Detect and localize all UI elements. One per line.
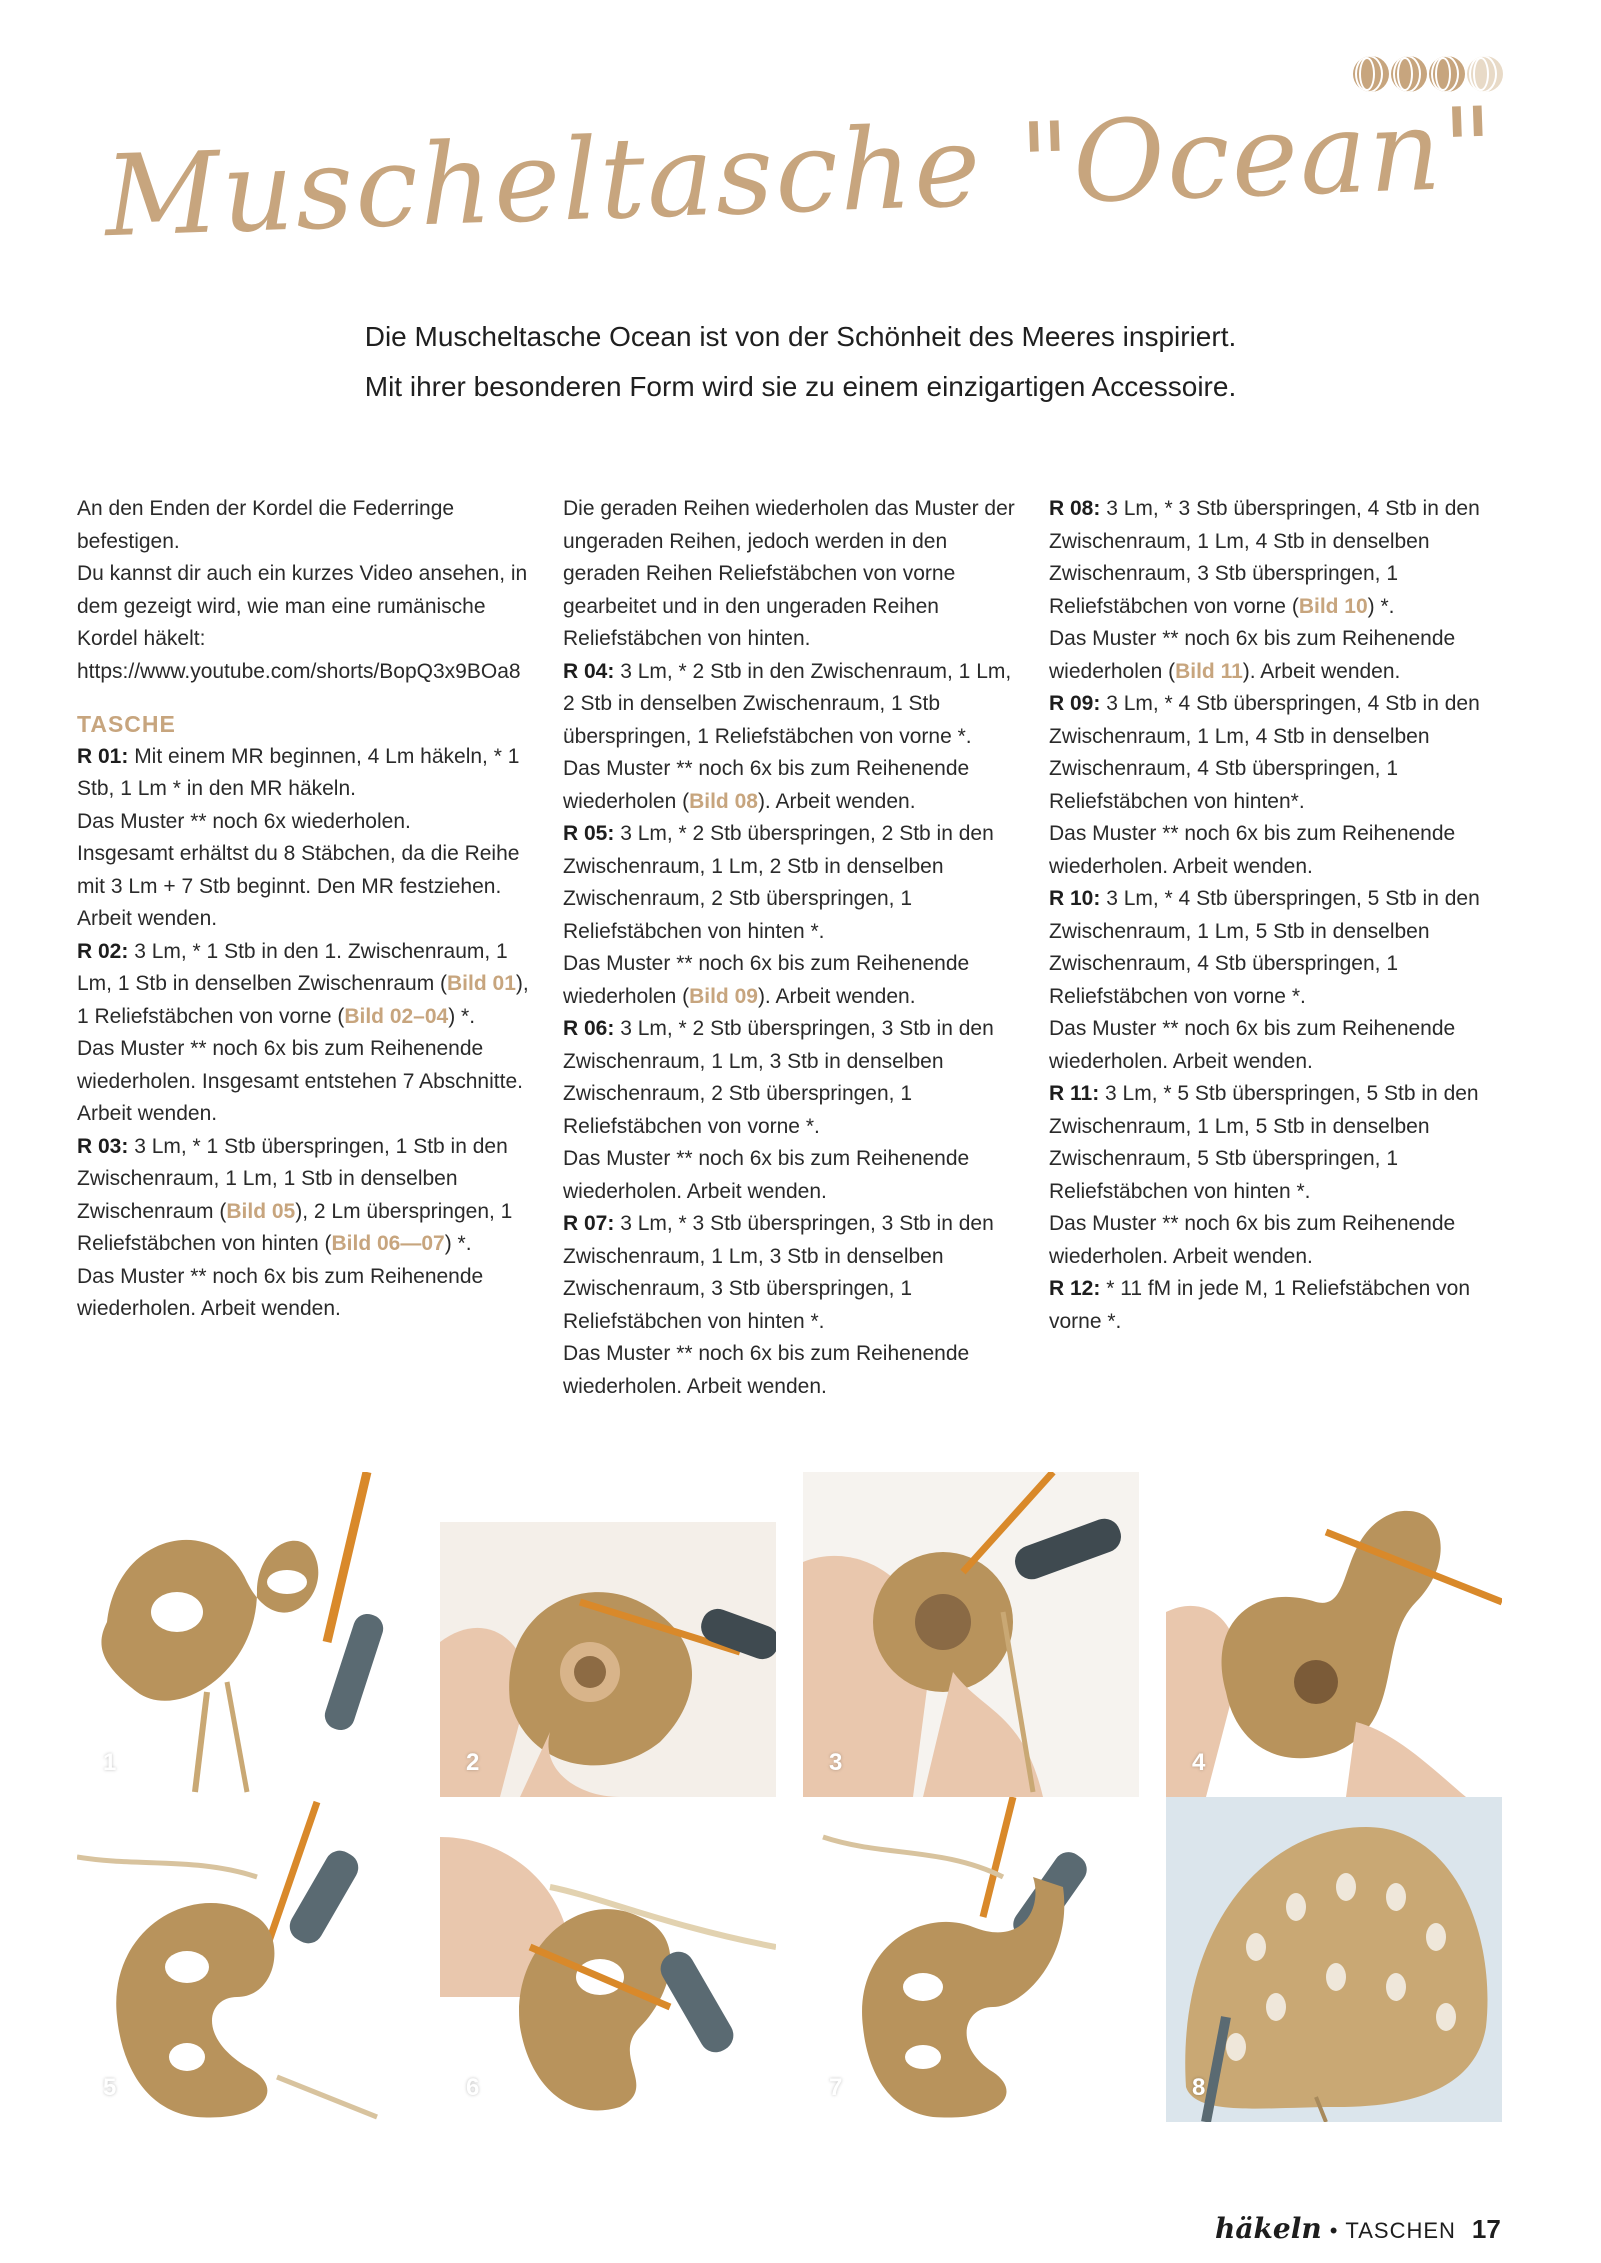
text-column-2	[563, 493, 1023, 1403]
crochet-photo-illustration	[440, 1522, 776, 1797]
section-heading: TASCHE	[77, 711, 176, 737]
row-instruction	[77, 1131, 537, 1261]
photo-number: 5	[103, 2074, 117, 2101]
row-text: 3 Lm, * 2 Stb überspringen, 3 Stb in den Zwischenraum, 1 Lm, 3 Stb in denselben Zwischenraum, 2 Stb überspringen, 1 Reliefstäbchen von vorne *.	[563, 1017, 994, 1138]
image-reference: Bild 05	[226, 1199, 296, 1223]
row-text: 3 Lm, * 2 Stb überspringen, 2 Stb in den Zwischenraum, 1 Lm, 2 Stb in denselben Zwischenraum, 2 Stb überspringen, 1 Reliefstäbchen von hinten *.	[563, 822, 994, 943]
row-label: R 03:	[77, 1134, 129, 1158]
photo-number: 7	[829, 2074, 843, 2101]
row-text: 3 Lm, * 2 Stb in den Zwischenraum, 1 Lm, 2 Stb in denselben Zwischenraum, 1 Stb überspringen, 1 Reliefstäbchen von vorne *.	[563, 659, 1012, 748]
row-text: ) *.	[1367, 594, 1395, 618]
intro-text	[0, 312, 1601, 412]
row-text: ), 2 Lm überspringen, 1 Reliefstäbchen von hinten (	[77, 1199, 513, 1255]
row-text: ). Arbeit wenden.	[757, 789, 916, 813]
row-label: R 12:	[1049, 1277, 1101, 1300]
row-text: ) *.	[448, 1004, 476, 1028]
row-text: Das Muster ** noch 6x bis zum Reihenende wiederholen (	[563, 952, 970, 1008]
intro-line: Mit ihrer besonderen Form wird sie zu einem einzigartigen Accessoire.	[364, 371, 1237, 402]
paragraph: Das Muster ** noch 6x wiederholen.	[77, 809, 411, 833]
row-label: R 11:	[1049, 1082, 1100, 1105]
page-number: 17	[1471, 2214, 1501, 2244]
image-reference: Bild 11	[1175, 659, 1243, 683]
photo-number: 8	[1192, 2074, 1206, 2101]
step-photo-3	[803, 1472, 1139, 1797]
image-reference: Bild 01	[447, 972, 516, 995]
step-photo-7	[803, 1797, 1139, 2122]
row-text: Das Muster ** noch 6x bis zum Reihenende wiederholen (	[563, 757, 970, 813]
row-instruction	[77, 741, 537, 806]
row-text: 3 Lm, * 5 Stb überspringen, 5 Stb in den Zwischenraum, 1 Lm, 5 Stb in denselben Zwischenraum, 5 Stb überspringen, 1 Reliefstäbchen von hinten *.	[1049, 1082, 1479, 1203]
row-instruction	[563, 1208, 1023, 1338]
magazine-brand: häkeln	[1215, 2212, 1322, 2245]
photo-number: 3	[829, 1749, 843, 1776]
paragraph: Das Muster ** noch 6x bis zum Reihenende wiederholen. Arbeit wenden.	[563, 1147, 970, 1203]
crochet-photo-illustration	[803, 1472, 1139, 1797]
intro-line: Die Muscheltasche Ocean ist von der Schönheit des Meeres inspiriert.	[364, 321, 1237, 352]
image-reference: Bild 02–04	[344, 1004, 449, 1028]
row-label: R 02:	[77, 939, 129, 963]
paragraph: Das Muster ** noch 6x bis zum Reihenende wiederholen. Arbeit wenden.	[563, 1342, 970, 1398]
paragraph: Das Muster ** noch 6x bis zum Reihenende wiederholen. Arbeit wenden.	[1049, 822, 1456, 878]
photo-number: 2	[466, 1749, 480, 1776]
crochet-photo-illustration	[803, 1797, 1139, 2122]
row-text: Mit einem MR beginnen, 4 Lm häkeln, * 1 Stb, 1 Lm * in den MR häkeln.	[77, 744, 520, 800]
photo-number: 4	[1192, 1749, 1206, 1776]
image-reference: Bild 06—07	[331, 1232, 445, 1255]
text-column-1	[77, 493, 537, 1326]
crochet-photo-illustration	[440, 1797, 776, 2122]
row-instruction	[1049, 1078, 1509, 1208]
row-text: ) *.	[444, 1232, 472, 1255]
crochet-photo-illustration	[77, 1797, 413, 2122]
step-photo-6	[440, 1797, 776, 2122]
row-label: R 07:	[563, 1212, 615, 1235]
paragraph: Du kannst dir auch ein kurzes Video ansehen, in dem gezeigt wird, wie man eine rumänische Kordel häkelt: https://www.youtube.com/shorts/BopQ3x9BOa8	[77, 562, 528, 683]
row-text: 3 Lm, * 3 Stb überspringen, 4 Stb in den Zwischenraum, 1 Lm, 4 Stb in denselben Zwischenraum, 3 Stb überspringen, 1 Reliefstäbchen von vorne (	[1049, 497, 1480, 618]
row-text: 3 Lm, * 1 Stb überspringen, 1 Stb in den Zwischenraum, 1 Lm, 1 Stb in denselben Zwischenraum (	[77, 1134, 508, 1223]
row-text: 3 Lm, * 1 Stb in den 1. Zwischenraum, 1 Lm, 1 Stb in denselben Zwischenraum (	[77, 939, 508, 995]
step-photo-2	[440, 1522, 776, 1797]
text-column-3	[1049, 493, 1509, 1338]
row-label: R 06:	[563, 1017, 615, 1040]
step-photo-8	[1166, 1797, 1502, 2122]
row-instruction	[563, 656, 1023, 754]
page-title: Muscheltasche "Ocean"	[102, 83, 1499, 263]
paragraph: Das Muster ** noch 6x bis zum Reihenende wiederholen. Insgesamt entstehen 7 Abschnitte. Arbeit wenden.	[77, 1037, 523, 1125]
crochet-photo-illustration	[1166, 1472, 1502, 1797]
row-instruction	[1049, 493, 1509, 623]
paragraph: Das Muster ** noch 6x bis zum Reihenende wiederholen. Arbeit wenden.	[77, 1264, 484, 1320]
crochet-photo-illustration	[1166, 1797, 1502, 2122]
row-instruction	[1049, 688, 1509, 818]
row-text: ). Arbeit wenden.	[757, 984, 916, 1008]
row-text: 3 Lm, * 3 Stb überspringen, 3 Stb in den Zwischenraum, 1 Lm, 3 Stb in denselben Zwischenraum, 3 Stb überspringen, 1 Reliefstäbchen von hinten *.	[563, 1212, 994, 1333]
row-instruction	[77, 936, 537, 1034]
paragraph	[563, 948, 1023, 1013]
row-label: R 04:	[563, 659, 615, 683]
row-label: R 09:	[1049, 692, 1101, 715]
section-name: TASCHEN	[1345, 2218, 1456, 2243]
paragraph: Das Muster ** noch 6x bis zum Reihenende wiederholen. Arbeit wenden.	[1049, 1212, 1456, 1268]
row-instruction	[563, 1013, 1023, 1143]
row-text: ). Arbeit wenden.	[1242, 659, 1401, 683]
photo-number: 6	[466, 2074, 480, 2101]
row-text: ), 1 Reliefstäbchen von vorne (	[77, 972, 529, 1028]
paragraph: Die geraden Reihen wiederholen das Muster der ungeraden Reihen, jedoch werden in den geraden Reihen Reliefstäbchen von vorne gearbeitet und in den ungeraden Reihen Reliefstäbchen von hinten.	[563, 497, 1015, 650]
separator-dot: •	[1329, 2218, 1338, 2243]
row-text: 3 Lm, * 4 Stb überspringen, 4 Stb in den Zwischenraum, 1 Lm, 4 Stb in denselben Zwischenraum, 4 Stb überspringen, 1 Reliefstäbchen von hinten*.	[1049, 692, 1480, 813]
row-text: 3 Lm, * 4 Stb überspringen, 5 Stb in den Zwischenraum, 1 Lm, 5 Stb in denselben Zwischenraum, 4 Stb überspringen, 1 Reliefstäbchen von vorne *.	[1049, 887, 1480, 1008]
row-label: R 01:	[77, 744, 129, 768]
row-label: R 05:	[563, 822, 615, 845]
image-reference: Bild 08	[689, 789, 758, 813]
row-label: R 08:	[1049, 497, 1101, 520]
paragraph: Insgesamt erhältst du 8 Stäbchen, da die Reihe mit 3 Lm + 7 Stb beginnt. Den MR festziehen. Arbeit wenden.	[77, 842, 520, 930]
row-instruction	[1049, 883, 1509, 1013]
row-instruction	[563, 818, 1023, 948]
paragraph	[563, 753, 1023, 818]
paragraph: An den Enden der Kordel die Federringe befestigen.	[77, 497, 455, 553]
crochet-photo-illustration	[77, 1472, 413, 1797]
step-photo-1	[77, 1472, 413, 1797]
step-photo-5	[77, 1797, 413, 2122]
paragraph	[1049, 623, 1509, 688]
step-photo-4	[1166, 1472, 1502, 1797]
page-footer	[1215, 2212, 1501, 2245]
image-reference: Bild 09	[689, 984, 758, 1008]
row-label: R 10:	[1049, 887, 1101, 910]
paragraph: Das Muster ** noch 6x bis zum Reihenende wiederholen. Arbeit wenden.	[1049, 1017, 1456, 1073]
row-text: * 11 fM in jede M, 1 Reliefstäbchen von vorne *.	[1049, 1277, 1471, 1333]
photo-number: 1	[103, 1749, 117, 1776]
row-instruction	[1049, 1273, 1509, 1338]
row-text: Das Muster ** noch 6x bis zum Reihenende wiederholen (	[1049, 627, 1456, 683]
image-reference: Bild 10	[1298, 594, 1368, 618]
